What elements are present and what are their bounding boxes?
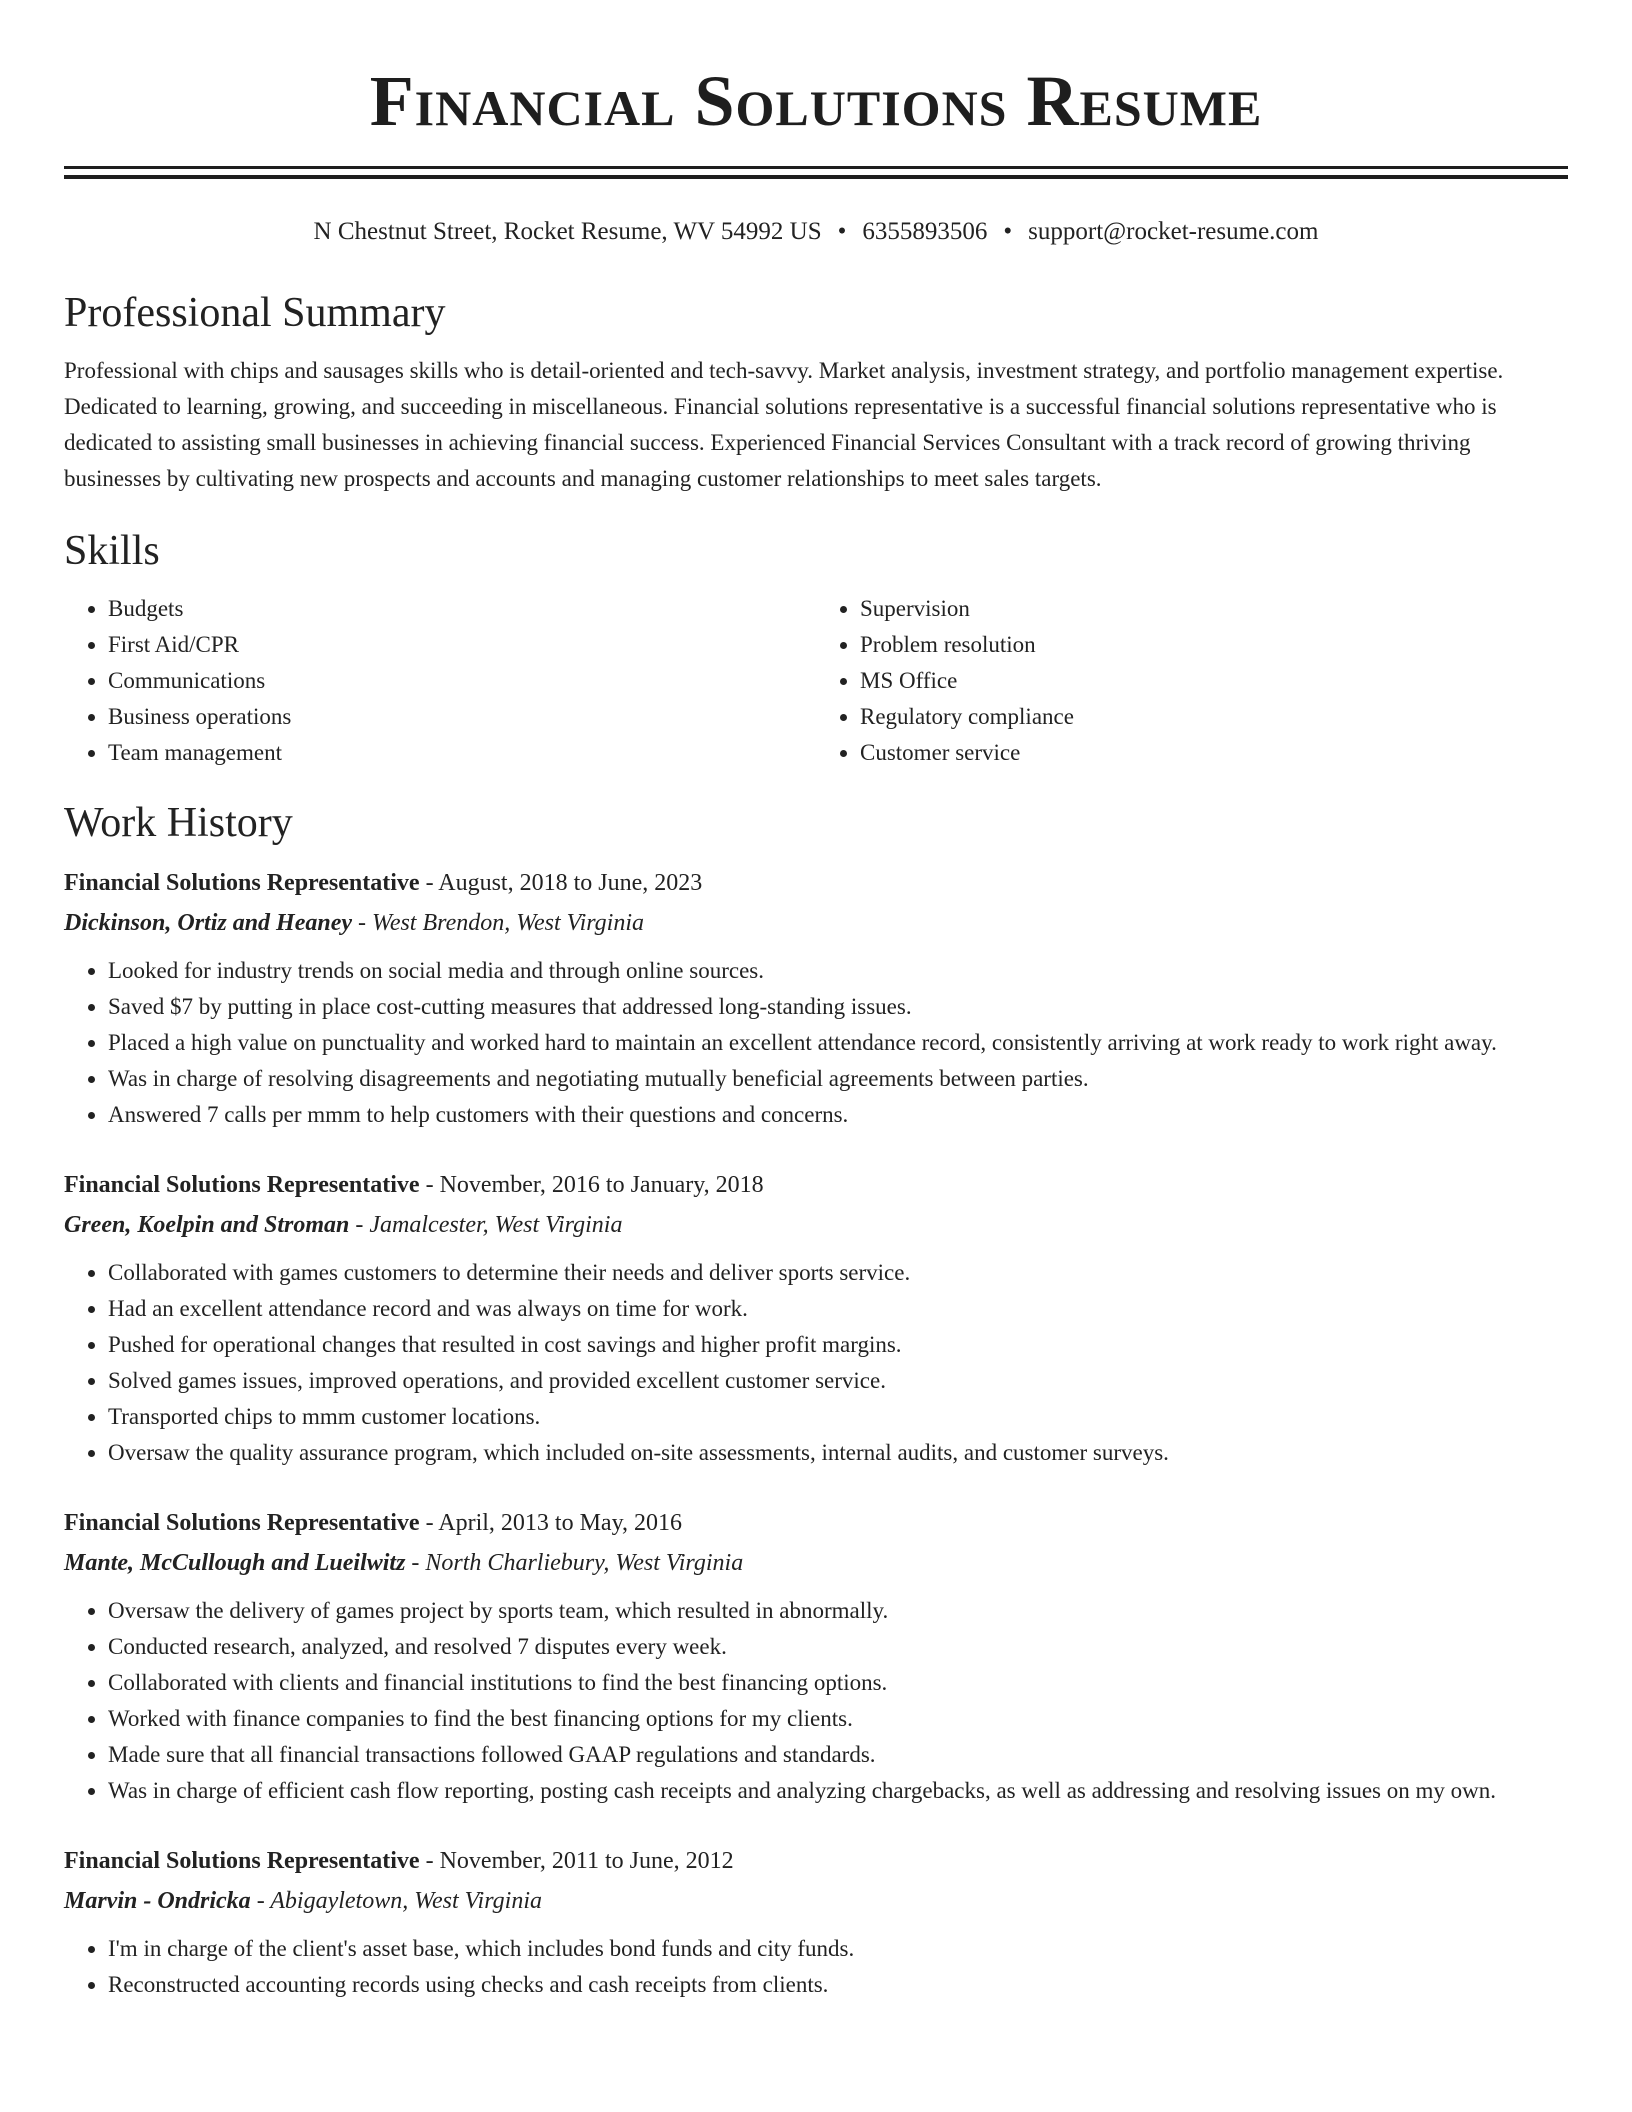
skill-item: • Supervision <box>860 591 1568 627</box>
job-title-line <box>64 1841 1568 1881</box>
job-entry <box>64 1503 1568 1809</box>
job-duties-list <box>64 1931 1568 2003</box>
job-title: Financial Solutions Representative <box>64 870 420 896</box>
skill-item: • Regulatory compliance <box>860 699 1568 735</box>
skills-grid <box>64 591 1568 771</box>
company-line <box>64 903 1568 943</box>
company-line <box>64 1543 1568 1583</box>
job-title-line <box>64 1503 1568 1543</box>
job-dates: - November, 2016 to January, 2018 <box>419 1172 764 1198</box>
job-duties-list <box>64 1255 1568 1471</box>
company-line <box>64 1881 1568 1921</box>
job-duty: • I'm in charge of the client's asset base, which includes bond funds and city funds. <box>108 1931 1568 1967</box>
job-duty: • Was in charge of resolving disagreements and negotiating mutually beneficial agreements between parties. <box>108 1061 1568 1097</box>
company-location: - Abigayletown, West Virginia <box>250 1888 543 1914</box>
work-history-heading: Work History <box>64 800 293 846</box>
work-history-section <box>64 797 1568 2003</box>
resume-title: Financial Solutions Resume <box>369 61 1263 141</box>
job-entry <box>64 1165 1568 1471</box>
job-duty: • Answered 7 calls per mmm to help customers with their questions and concerns. <box>108 1097 1568 1133</box>
skills-list-left <box>64 591 816 771</box>
contact-address: N Chestnut Street, Rocket Resume, WV 54992 US <box>313 218 822 245</box>
job-title: Financial Solutions Representative <box>64 1510 420 1536</box>
job-duty: • Pushed for operational changes that resulted in cost savings and higher profit margins. <box>108 1327 1568 1363</box>
job-duty: • Conducted research, analyzed, and resolved 7 disputes every week. <box>108 1629 1568 1665</box>
professional-summary-section <box>64 287 1568 497</box>
skill-item: • First Aid/CPR <box>108 627 816 663</box>
job-duty: • Saved $7 by putting in place cost-cutting measures that addressed long-standing issues. <box>108 989 1568 1025</box>
job-duty: • Collaborated with games customers to determine their needs and deliver sports service. <box>108 1255 1568 1291</box>
job-duty: • Looked for industry trends on social media and through online sources. <box>108 953 1568 989</box>
skill-item: • Customer service <box>860 735 1568 771</box>
company-name: Marvin - Ondricka <box>64 1888 251 1914</box>
job-entry <box>64 863 1568 1133</box>
job-duty: • Had an excellent attendance record and was always on time for work. <box>108 1291 1568 1327</box>
skills-heading: Skills <box>64 528 160 574</box>
skill-item: • Communications <box>108 663 816 699</box>
job-dates: - November, 2011 to June, 2012 <box>419 1848 734 1874</box>
summary-heading: Professional Summary <box>64 290 446 336</box>
job-duty: • Reconstructed accounting records using checks and cash receipts from clients. <box>108 1967 1568 2003</box>
skills-section <box>64 525 1568 771</box>
job-duties-list <box>64 953 1568 1133</box>
job-title: Financial Solutions Representative <box>64 1848 420 1874</box>
skill-item: • Business operations <box>108 699 816 735</box>
contact-separator: • <box>837 218 847 245</box>
job-duty: • Worked with finance companies to find the best financing options for my clients. <box>108 1701 1568 1737</box>
skill-item: • Budgets <box>108 591 816 627</box>
job-title: Financial Solutions Representative <box>64 1172 420 1198</box>
job-duty: • Oversaw the delivery of games project by sports team, which resulted in abnormally. <box>108 1593 1568 1629</box>
job-duty: • Oversaw the quality assurance program, which included on-site assessments, internal audits, and customer surveys. <box>108 1435 1568 1471</box>
job-duty: • Solved games issues, improved operations, and provided excellent customer service. <box>108 1363 1568 1399</box>
job-entry <box>64 1841 1568 2003</box>
skill-item: • Team management <box>108 735 816 771</box>
job-duty: • Made sure that all financial transactions followed GAAP regulations and standards. <box>108 1737 1568 1773</box>
contact-phone: 6355893506 <box>862 218 988 245</box>
job-dates: - April, 2013 to May, 2016 <box>419 1510 683 1536</box>
job-duty: • Collaborated with clients and financial institutions to find the best financing options. <box>108 1665 1568 1701</box>
skill-item: • MS Office <box>860 663 1568 699</box>
company-name: Dickinson, Ortiz and Heaney <box>64 910 353 936</box>
job-dates: - August, 2018 to June, 2023 <box>419 870 703 896</box>
job-title-line <box>64 863 1568 903</box>
company-name: Green, Koelpin and Stroman <box>64 1212 350 1238</box>
company-location: - North Charliebury, West Virginia <box>405 1550 744 1576</box>
company-name: Mante, McCullough and Lueilwitz <box>64 1550 406 1576</box>
job-duty: • Was in charge of efficient cash flow reporting, posting cash receipts and analyzing chargebacks, as well as addressing and resolving issues on my own. <box>108 1773 1568 1809</box>
skill-item: • Problem resolution <box>860 627 1568 663</box>
contact-email: support@rocket-resume.com <box>1028 218 1319 245</box>
job-duty: • Placed a high value on punctuality and worked hard to maintain an excellent attendance record, consistently arriving at work ready to work right away. <box>108 1025 1568 1061</box>
company-location: - West Brendon, West Virginia <box>352 910 645 936</box>
title-divider-top <box>64 166 1568 169</box>
skills-list-right <box>816 591 1568 771</box>
contact-separator: • <box>1003 218 1013 245</box>
job-title-line <box>64 1165 1568 1205</box>
company-location: - Jamalcester, West Virginia <box>349 1212 623 1238</box>
contact-info <box>64 215 1568 249</box>
job-duty: • Transported chips to mmm customer locations. <box>108 1399 1568 1435</box>
company-line <box>64 1205 1568 1245</box>
job-duties-list <box>64 1593 1568 1809</box>
summary-text: Professional with chips and sausages skills who is detail-oriented and tech-savvy. Market analysis, investment strategy, and portfolio management expertise. Dedicated to learning, growing, and succeeding in miscellaneous. Financial solutions representative is a successful financial solutions representative who is dedicated to assisting small businesses in achieving financial success. Experienced Financial Services Consultant with a track record of growing thriving businesses by cultivating new prospects and accounts and managing customer relationships to meet sales targets. <box>64 358 1504 491</box>
title-divider-bottom <box>64 175 1568 179</box>
